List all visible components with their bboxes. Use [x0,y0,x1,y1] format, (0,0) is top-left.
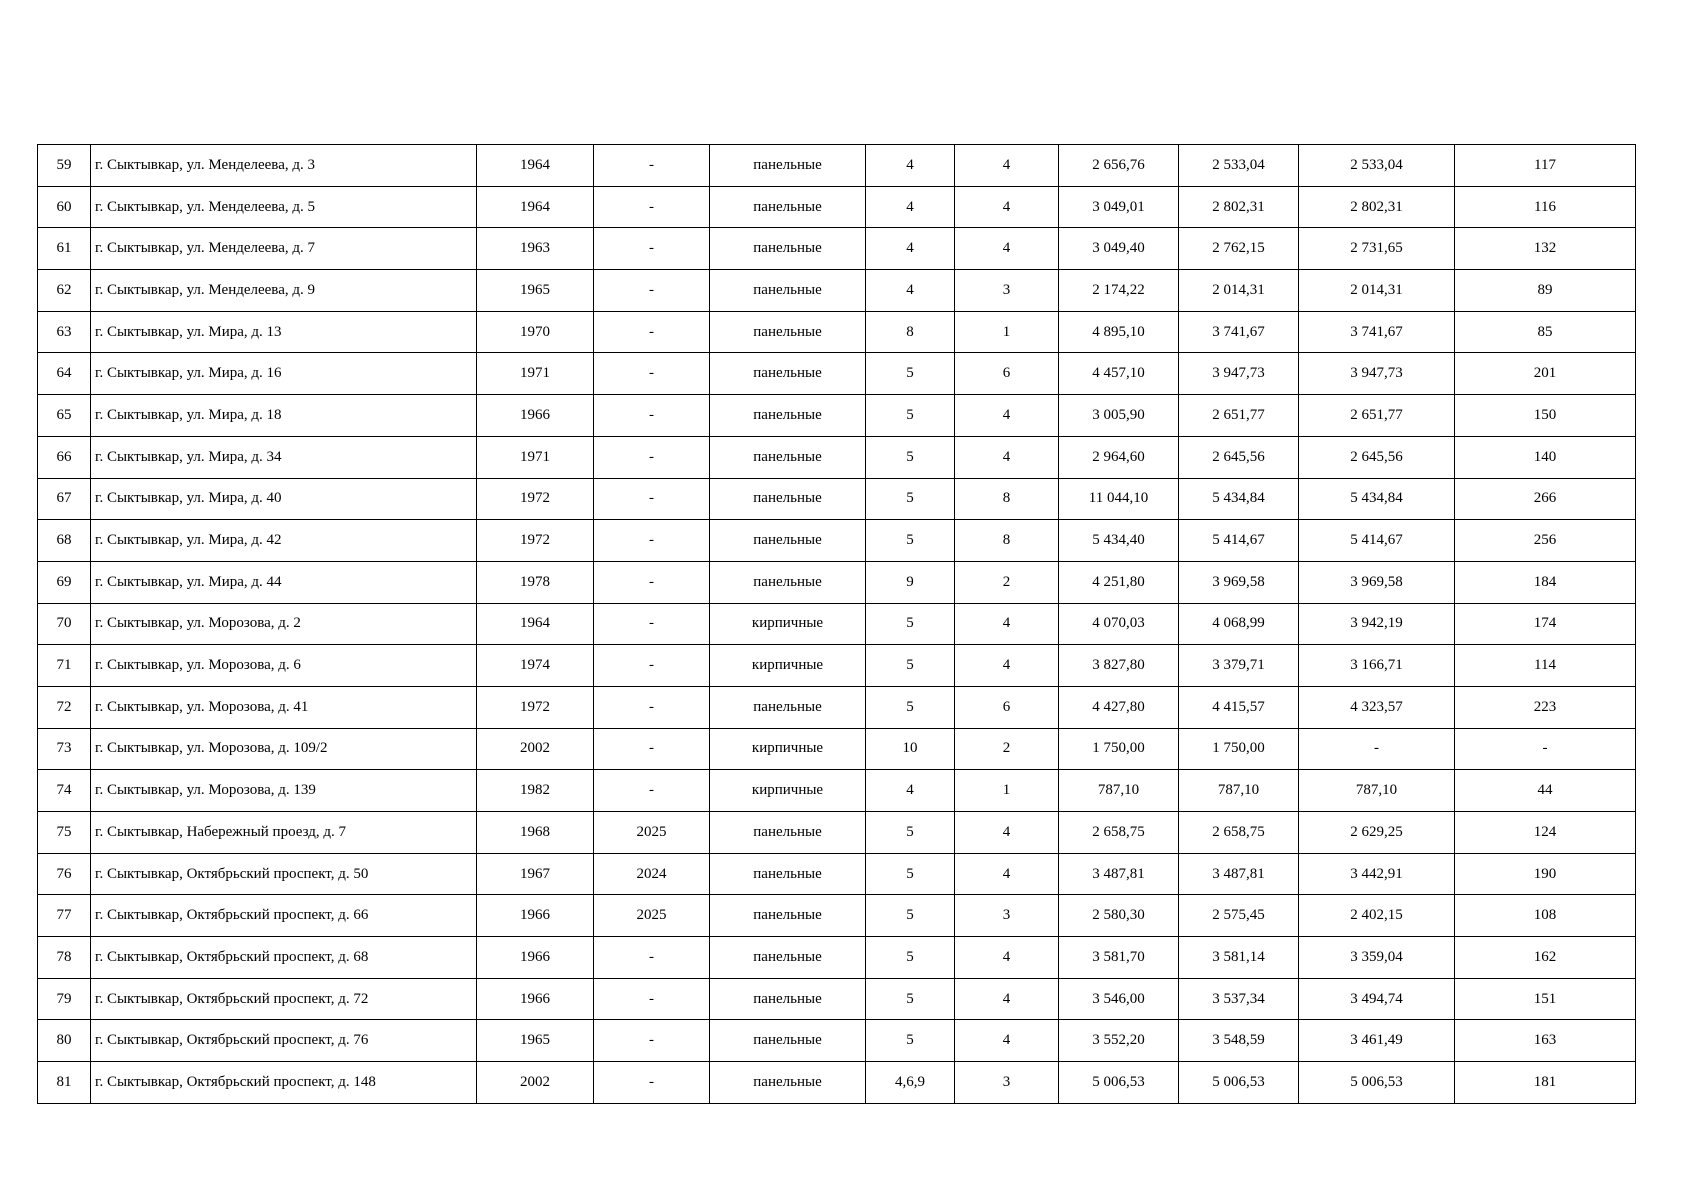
build-year-cell: 1966 [477,895,594,937]
table-row [38,603,1636,645]
living-area-cell: 3 581,14 [1179,937,1299,979]
table-row [38,1062,1636,1104]
total-area-cell: 2 656,76 [1059,145,1179,187]
row-number: 75 [38,812,91,854]
floors-cell: 5 [866,1020,955,1062]
build-year-cell: 1966 [477,395,594,437]
address-cell: г. Сыктывкар, ул. Мира, д. 18 [91,395,477,437]
table-row [38,728,1636,770]
build-year-cell: 1968 [477,812,594,854]
entrances-cell: 4 [955,436,1059,478]
build-year-cell: 1965 [477,270,594,312]
repair-year-cell: - [594,186,710,228]
floors-cell: 4 [866,186,955,228]
residents-cell: 184 [1455,561,1636,603]
residents-cell: 44 [1455,770,1636,812]
residents-cell: 117 [1455,145,1636,187]
residents-cell: 116 [1455,186,1636,228]
wall-material-cell: панельные [710,353,866,395]
total-area-cell: 3 552,20 [1059,1020,1179,1062]
residential-area-cell: 3 461,49 [1299,1020,1455,1062]
residential-area-cell: 787,10 [1299,770,1455,812]
build-year-cell: 1982 [477,770,594,812]
living-area-cell: 2 762,15 [1179,228,1299,270]
entrances-cell: 1 [955,311,1059,353]
residential-area-cell: 5 006,53 [1299,1062,1455,1104]
repair-year-cell: - [594,395,710,437]
residential-area-cell: 2 651,77 [1299,395,1455,437]
build-year-cell: 1974 [477,645,594,687]
floors-cell: 9 [866,561,955,603]
table-row [38,145,1636,187]
entrances-cell: 2 [955,728,1059,770]
repair-year-cell: - [594,145,710,187]
row-number: 61 [38,228,91,270]
residential-area-cell: 3 942,19 [1299,603,1455,645]
floors-cell: 5 [866,812,955,854]
build-year-cell: 1970 [477,311,594,353]
table-row [38,520,1636,562]
repair-year-cell: - [594,436,710,478]
wall-material-cell: панельные [710,395,866,437]
floors-cell: 5 [866,853,955,895]
build-year-cell: 1978 [477,561,594,603]
entrances-cell: 4 [955,937,1059,979]
living-area-cell: 2 658,75 [1179,812,1299,854]
floors-cell: 8 [866,311,955,353]
wall-material-cell: кирпичные [710,728,866,770]
living-area-cell: 2 014,31 [1179,270,1299,312]
repair-year-cell: 2025 [594,812,710,854]
build-year-cell: 2002 [477,728,594,770]
total-area-cell: 2 580,30 [1059,895,1179,937]
residential-area-cell: 5 414,67 [1299,520,1455,562]
row-number: 68 [38,520,91,562]
total-area-cell: 3 049,40 [1059,228,1179,270]
total-area-cell: 787,10 [1059,770,1179,812]
row-number: 67 [38,478,91,520]
residents-cell: 201 [1455,353,1636,395]
living-area-cell: 2 651,77 [1179,395,1299,437]
repair-year-cell: - [594,353,710,395]
residents-cell: 108 [1455,895,1636,937]
residential-area-cell: 2 402,15 [1299,895,1455,937]
address-cell: г. Сыктывкар, ул. Мира, д. 34 [91,436,477,478]
residential-area-cell: 2 645,56 [1299,436,1455,478]
build-year-cell: 1971 [477,436,594,478]
residents-cell: 163 [1455,1020,1636,1062]
table-row [38,686,1636,728]
total-area-cell: 3 581,70 [1059,937,1179,979]
floors-cell: 5 [866,353,955,395]
floors-cell: 5 [866,937,955,979]
row-number: 60 [38,186,91,228]
address-cell: г. Сыктывкар, ул. Менделеева, д. 9 [91,270,477,312]
residents-cell: 266 [1455,478,1636,520]
residents-cell: 150 [1455,395,1636,437]
row-number: 71 [38,645,91,687]
living-area-cell: 3 741,67 [1179,311,1299,353]
residential-area-cell: 2 629,25 [1299,812,1455,854]
row-number: 66 [38,436,91,478]
floors-cell: 5 [866,603,955,645]
table-row [38,1020,1636,1062]
living-area-cell: 1 750,00 [1179,728,1299,770]
build-year-cell: 2002 [477,1062,594,1104]
entrances-cell: 4 [955,853,1059,895]
table-row [38,770,1636,812]
wall-material-cell: панельные [710,145,866,187]
row-number: 74 [38,770,91,812]
residential-area-cell: 5 434,84 [1299,478,1455,520]
row-number: 62 [38,270,91,312]
residents-cell: 256 [1455,520,1636,562]
build-year-cell: 1972 [477,686,594,728]
build-year-cell: 1972 [477,478,594,520]
row-number: 59 [38,145,91,187]
living-area-cell: 2 802,31 [1179,186,1299,228]
total-area-cell: 5 434,40 [1059,520,1179,562]
table-row [38,561,1636,603]
wall-material-cell: панельные [710,228,866,270]
entrances-cell: 6 [955,686,1059,728]
total-area-cell: 3 049,01 [1059,186,1179,228]
residents-cell: 124 [1455,812,1636,854]
entrances-cell: 4 [955,603,1059,645]
residents-cell: - [1455,728,1636,770]
floors-cell: 4,6,9 [866,1062,955,1104]
residential-area-cell: - [1299,728,1455,770]
repair-year-cell: - [594,311,710,353]
repair-year-cell: - [594,270,710,312]
entrances-cell: 4 [955,395,1059,437]
address-cell: г. Сыктывкар, ул. Морозова, д. 139 [91,770,477,812]
living-area-cell: 5 414,67 [1179,520,1299,562]
repair-year-cell: - [594,645,710,687]
entrances-cell: 3 [955,270,1059,312]
build-year-cell: 1972 [477,520,594,562]
living-area-cell: 2 575,45 [1179,895,1299,937]
address-cell: г. Сыктывкар, Набережный проезд, д. 7 [91,812,477,854]
residential-area-cell: 3 494,74 [1299,978,1455,1020]
address-cell: г. Сыктывкар, ул. Мира, д. 44 [91,561,477,603]
wall-material-cell: кирпичные [710,645,866,687]
residential-area-cell: 4 323,57 [1299,686,1455,728]
residents-cell: 181 [1455,1062,1636,1104]
address-cell: г. Сыктывкар, ул. Мира, д. 42 [91,520,477,562]
address-cell: г. Сыктывкар, ул. Менделеева, д. 5 [91,186,477,228]
address-cell: г. Сыктывкар, Октябрьский проспект, д. 50 [91,853,477,895]
address-cell: г. Сыктывкар, ул. Морозова, д. 41 [91,686,477,728]
repair-year-cell: - [594,770,710,812]
repair-year-cell: - [594,478,710,520]
total-area-cell: 4 427,80 [1059,686,1179,728]
table-row [38,478,1636,520]
total-area-cell: 4 457,10 [1059,353,1179,395]
total-area-cell: 3 827,80 [1059,645,1179,687]
entrances-cell: 6 [955,353,1059,395]
row-number: 69 [38,561,91,603]
residential-area-cell: 3 969,58 [1299,561,1455,603]
floors-cell: 4 [866,145,955,187]
address-cell: г. Сыктывкар, ул. Морозова, д. 6 [91,645,477,687]
residents-cell: 223 [1455,686,1636,728]
wall-material-cell: панельные [710,561,866,603]
total-area-cell: 4 251,80 [1059,561,1179,603]
wall-material-cell: панельные [710,311,866,353]
wall-material-cell: панельные [710,937,866,979]
floors-cell: 5 [866,645,955,687]
wall-material-cell: панельные [710,520,866,562]
repair-year-cell: 2024 [594,853,710,895]
table-row [38,937,1636,979]
residents-cell: 190 [1455,853,1636,895]
total-area-cell: 5 006,53 [1059,1062,1179,1104]
entrances-cell: 8 [955,478,1059,520]
row-number: 81 [38,1062,91,1104]
living-area-cell: 4 415,57 [1179,686,1299,728]
wall-material-cell: кирпичные [710,770,866,812]
wall-material-cell: панельные [710,853,866,895]
address-cell: г. Сыктывкар, ул. Мира, д. 16 [91,353,477,395]
row-number: 80 [38,1020,91,1062]
build-year-cell: 1964 [477,145,594,187]
floors-cell: 5 [866,686,955,728]
row-number: 64 [38,353,91,395]
entrances-cell: 4 [955,645,1059,687]
wall-material-cell: панельные [710,1062,866,1104]
wall-material-cell: кирпичные [710,603,866,645]
build-year-cell: 1964 [477,186,594,228]
floors-cell: 5 [866,478,955,520]
repair-year-cell: - [594,728,710,770]
total-area-cell: 4 895,10 [1059,311,1179,353]
living-area-cell: 2 533,04 [1179,145,1299,187]
table-row [38,978,1636,1020]
row-number: 78 [38,937,91,979]
row-number: 65 [38,395,91,437]
residents-cell: 162 [1455,937,1636,979]
table-row [38,353,1636,395]
repair-year-cell: - [594,561,710,603]
entrances-cell: 2 [955,561,1059,603]
residents-cell: 140 [1455,436,1636,478]
floors-cell: 4 [866,228,955,270]
residents-cell: 174 [1455,603,1636,645]
row-number: 79 [38,978,91,1020]
total-area-cell: 2 658,75 [1059,812,1179,854]
address-cell: г. Сыктывкар, ул. Менделеева, д. 3 [91,145,477,187]
residents-cell: 114 [1455,645,1636,687]
row-number: 72 [38,686,91,728]
floors-cell: 4 [866,270,955,312]
wall-material-cell: панельные [710,1020,866,1062]
build-year-cell: 1964 [477,603,594,645]
residential-area-cell: 3 359,04 [1299,937,1455,979]
table-row [38,311,1636,353]
repair-year-cell: - [594,937,710,979]
table-row [38,186,1636,228]
residential-area-cell: 3 741,67 [1299,311,1455,353]
total-area-cell: 4 070,03 [1059,603,1179,645]
address-cell: г. Сыктывкар, ул. Морозова, д. 109/2 [91,728,477,770]
residential-area-cell: 3 947,73 [1299,353,1455,395]
residential-area-cell: 2 731,65 [1299,228,1455,270]
wall-material-cell: панельные [710,478,866,520]
address-cell: г. Сыктывкар, Октябрьский проспект, д. 66 [91,895,477,937]
row-number: 73 [38,728,91,770]
entrances-cell: 3 [955,1062,1059,1104]
total-area-cell: 2 174,22 [1059,270,1179,312]
address-cell: г. Сыктывкар, ул. Менделеева, д. 7 [91,228,477,270]
row-number: 76 [38,853,91,895]
table-row [38,436,1636,478]
floors-cell: 5 [866,520,955,562]
entrances-cell: 4 [955,978,1059,1020]
total-area-cell: 2 964,60 [1059,436,1179,478]
entrances-cell: 4 [955,812,1059,854]
residential-area-cell: 3 442,91 [1299,853,1455,895]
housing-table [37,144,1636,1104]
address-cell: г. Сыктывкар, Октябрьский проспект, д. 148 [91,1062,477,1104]
table-row [38,395,1636,437]
total-area-cell: 3 005,90 [1059,395,1179,437]
residents-cell: 132 [1455,228,1636,270]
address-cell: г. Сыктывкар, ул. Мира, д. 40 [91,478,477,520]
repair-year-cell: - [594,1062,710,1104]
floors-cell: 5 [866,895,955,937]
address-cell: г. Сыктывкар, Октябрьский проспект, д. 68 [91,937,477,979]
residential-area-cell: 2 802,31 [1299,186,1455,228]
table-row [38,228,1636,270]
living-area-cell: 3 969,58 [1179,561,1299,603]
table-row [38,645,1636,687]
floors-cell: 4 [866,770,955,812]
build-year-cell: 1963 [477,228,594,270]
entrances-cell: 1 [955,770,1059,812]
address-cell: г. Сыктывкар, ул. Морозова, д. 2 [91,603,477,645]
build-year-cell: 1971 [477,353,594,395]
residential-area-cell: 3 166,71 [1299,645,1455,687]
address-cell: г. Сыктывкар, Октябрьский проспект, д. 72 [91,978,477,1020]
wall-material-cell: панельные [710,270,866,312]
floors-cell: 10 [866,728,955,770]
repair-year-cell: - [594,603,710,645]
repair-year-cell: 2025 [594,895,710,937]
wall-material-cell: панельные [710,186,866,228]
living-area-cell: 4 068,99 [1179,603,1299,645]
wall-material-cell: панельные [710,436,866,478]
repair-year-cell: - [594,520,710,562]
living-area-cell: 3 379,71 [1179,645,1299,687]
wall-material-cell: панельные [710,686,866,728]
residents-cell: 85 [1455,311,1636,353]
total-area-cell: 1 750,00 [1059,728,1179,770]
entrances-cell: 4 [955,186,1059,228]
entrances-cell: 4 [955,145,1059,187]
entrances-cell: 8 [955,520,1059,562]
entrances-cell: 3 [955,895,1059,937]
living-area-cell: 2 645,56 [1179,436,1299,478]
row-number: 70 [38,603,91,645]
table-row [38,895,1636,937]
entrances-cell: 4 [955,228,1059,270]
living-area-cell: 3 537,34 [1179,978,1299,1020]
residents-cell: 89 [1455,270,1636,312]
total-area-cell: 11 044,10 [1059,478,1179,520]
repair-year-cell: - [594,686,710,728]
living-area-cell: 3 548,59 [1179,1020,1299,1062]
living-area-cell: 5 434,84 [1179,478,1299,520]
floors-cell: 5 [866,395,955,437]
repair-year-cell: - [594,228,710,270]
build-year-cell: 1967 [477,853,594,895]
total-area-cell: 3 487,81 [1059,853,1179,895]
row-number: 63 [38,311,91,353]
build-year-cell: 1965 [477,1020,594,1062]
floors-cell: 5 [866,978,955,1020]
living-area-cell: 3 947,73 [1179,353,1299,395]
total-area-cell: 3 546,00 [1059,978,1179,1020]
wall-material-cell: панельные [710,895,866,937]
table-row [38,270,1636,312]
residents-cell: 151 [1455,978,1636,1020]
address-cell: г. Сыктывкар, ул. Мира, д. 13 [91,311,477,353]
build-year-cell: 1966 [477,937,594,979]
address-cell: г. Сыктывкар, Октябрьский проспект, д. 76 [91,1020,477,1062]
floors-cell: 5 [866,436,955,478]
table-row [38,853,1636,895]
build-year-cell: 1966 [477,978,594,1020]
row-number: 77 [38,895,91,937]
repair-year-cell: - [594,978,710,1020]
residential-area-cell: 2 014,31 [1299,270,1455,312]
living-area-cell: 5 006,53 [1179,1062,1299,1104]
entrances-cell: 4 [955,1020,1059,1062]
repair-year-cell: - [594,1020,710,1062]
living-area-cell: 787,10 [1179,770,1299,812]
residential-area-cell: 2 533,04 [1299,145,1455,187]
wall-material-cell: панельные [710,978,866,1020]
table-row [38,812,1636,854]
living-area-cell: 3 487,81 [1179,853,1299,895]
wall-material-cell: панельные [710,812,866,854]
